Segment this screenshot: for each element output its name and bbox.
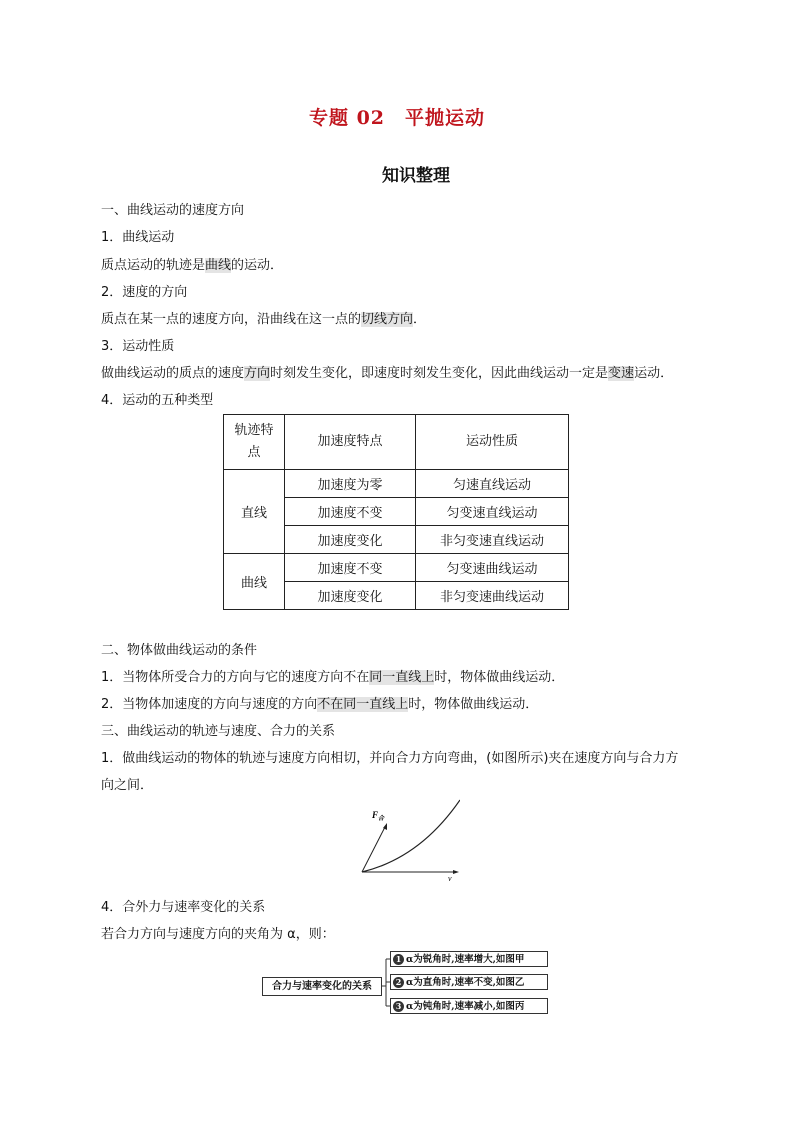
table-header-cell: 加速度特点	[285, 415, 416, 470]
mindmap-item: 1 α为锐角时,速率增大,如图甲	[390, 951, 548, 967]
item-4-title: 4．运动的五种类型	[101, 393, 214, 408]
highlight: 变速	[608, 366, 635, 381]
trajectory-figure	[340, 798, 460, 882]
item-4b-title: 4．合外力与速率变化的关系	[101, 900, 266, 915]
table-row	[224, 554, 569, 582]
condition-1: 1．当物体所受合力的方向与它的速度方向不在同一直线上时，物体做曲线运动．	[101, 670, 565, 685]
table-cell: 加速度不变	[285, 498, 416, 526]
force-label: $F_合$	[372, 810, 385, 822]
mindmap-item: 3 α为钝角时,速率减小,如图丙	[390, 998, 548, 1014]
angle-text: 若合力方向与速度方向的夹角为 α，则：	[101, 927, 335, 942]
table-row	[224, 470, 569, 498]
item-3-title: 3．运动性质	[101, 339, 175, 354]
table-cell: 非匀变速直线运动	[416, 526, 569, 554]
table-cell: 匀变速曲线运动	[416, 554, 569, 582]
mindmap-root: 合力与速率变化的关系	[262, 977, 382, 996]
relation-text-1: 1．做曲线运动的物体的轨迹与速度方向相切，并向合力方向弯曲，(如图所示)夹在速度方向与合力方	[101, 751, 679, 766]
item-1-text: 质点运动的轨迹是曲线的运动．	[101, 258, 284, 273]
page-title: 专题 02 平抛运动	[308, 107, 486, 129]
table-group-cell: 直线	[224, 470, 285, 554]
heading-1: 一、曲线运动的速度方向	[101, 203, 245, 218]
highlight: 不在同一直线上	[317, 697, 409, 712]
section-subtitle: 知识整理	[382, 166, 450, 186]
condition-2: 2．当物体加速度的方向与速度的方向不在同一直线上时，物体做曲线运动．	[101, 697, 539, 712]
heading-3: 三、曲线运动的轨迹与速度、合力的关系	[101, 724, 336, 739]
table-cell: 加速度变化	[285, 526, 416, 554]
table-cell: 加速度变化	[285, 582, 416, 610]
highlight: 切线方向	[361, 312, 414, 327]
table-cell: 加速度为零	[285, 470, 416, 498]
table-cell: 匀变速直线运动	[416, 498, 569, 526]
motion-types-table	[223, 414, 569, 610]
highlight: 曲线	[205, 258, 232, 273]
table-group-cell: 曲线	[224, 554, 285, 610]
table-header-cell: 运动性质	[416, 415, 569, 470]
table-cell: 加速度不变	[285, 554, 416, 582]
mindmap-item: 2 α为直角时,速率不变,如图乙	[390, 974, 548, 990]
velocity-label: v	[448, 874, 452, 882]
highlight: 同一直线上	[369, 670, 435, 685]
item-1-title: 1．曲线运动	[101, 230, 175, 245]
item-2-title: 2．速度的方向	[101, 285, 188, 300]
relation-text-2: 向之间．	[101, 778, 154, 793]
velocity-arrow-head	[453, 870, 459, 874]
heading-2: 二、物体做曲线运动的条件	[101, 643, 258, 658]
item-2-text: 质点在某一点的速度方向，沿曲线在这一点的切线方向．	[101, 312, 427, 327]
highlight: 方向	[244, 366, 271, 381]
table-header-cell: 轨迹特 点	[224, 415, 285, 470]
item-3-text: 做曲线运动的质点的速度方向时刻发生变化，即速度时刻发生变化，因此曲线运动一定是变速运动．	[101, 366, 674, 381]
table-cell: 非匀变速曲线运动	[416, 582, 569, 610]
table-cell: 匀速直线运动	[416, 470, 569, 498]
table-header-row	[224, 415, 569, 470]
